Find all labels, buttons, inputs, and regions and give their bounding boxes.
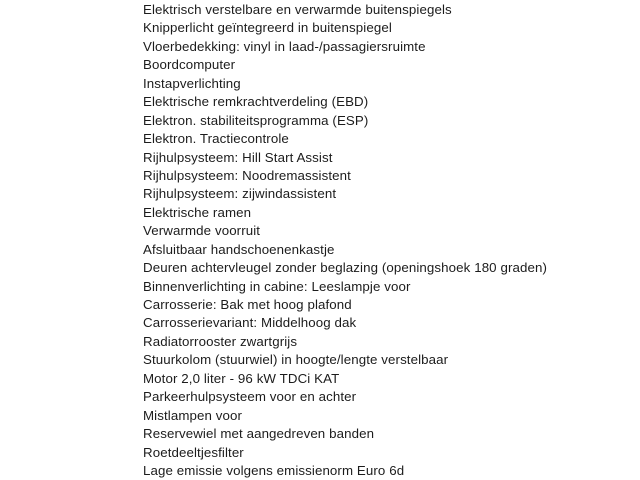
feature-line: Roetdeeltjesfilter bbox=[143, 444, 244, 460]
feature-line: Elektron. stabiliteitsprogramma (ESP) bbox=[143, 112, 369, 128]
feature-line: Boordcomputer bbox=[143, 57, 236, 73]
feature-line: Elektrisch verstelbare en verwarmde buitenspiegels bbox=[143, 2, 452, 17]
feature-line: Rijhulpsysteem: Hill Start Assist bbox=[143, 149, 333, 165]
vehicle-feature-list bbox=[143, 1, 632, 480]
feature-line: Radiatorrooster zwartgrijs bbox=[143, 333, 298, 349]
feature-line: Reservewiel met aangedreven banden bbox=[143, 426, 375, 442]
feature-line: Instapverlichting bbox=[143, 75, 241, 91]
feature-line: Verwarmde voorruit bbox=[143, 223, 261, 239]
feature-line: Elektrische ramen bbox=[143, 204, 252, 220]
feature-line: Knipperlicht geïntegreerd in buitenspiegel bbox=[143, 20, 392, 36]
feature-line: Lage emissie volgens emissienorm Euro 6d bbox=[143, 462, 405, 478]
feature-line: Carrosserievariant: Middelhoog dak bbox=[143, 315, 357, 331]
feature-line: Binnenverlichting in cabine: Leeslampje voor bbox=[143, 278, 411, 294]
feature-line: Afsluitbaar handschoenenkastje bbox=[143, 241, 335, 257]
feature-line: Motor 2,0 liter - 96 kW TDCi KAT bbox=[143, 370, 340, 386]
feature-line: Elektrische remkrachtverdeling (EBD) bbox=[143, 94, 369, 110]
feature-line: Vloerbedekking: vinyl in laad-/passagiersruimte bbox=[143, 38, 426, 54]
feature-line: Carrosserie: Bak met hoog plafond bbox=[143, 297, 352, 312]
feature-line: Stuurkolom (stuurwiel) in hoogte/lengte verstelbaar bbox=[143, 352, 449, 368]
feature-line: Rijhulpsysteem: zijwindassistent bbox=[143, 186, 337, 202]
feature-line: Parkeerhulpsysteem voor en achter bbox=[143, 389, 357, 405]
feature-line: Deuren achtervleugel zonder beglazing (openingshoek 180 graden) bbox=[143, 260, 548, 276]
feature-line: Elektron. Tractiecontrole bbox=[143, 131, 289, 147]
feature-line: Mistlampen voor bbox=[143, 407, 243, 423]
feature-line: Rijhulpsysteem: Noodremassistent bbox=[143, 167, 351, 183]
